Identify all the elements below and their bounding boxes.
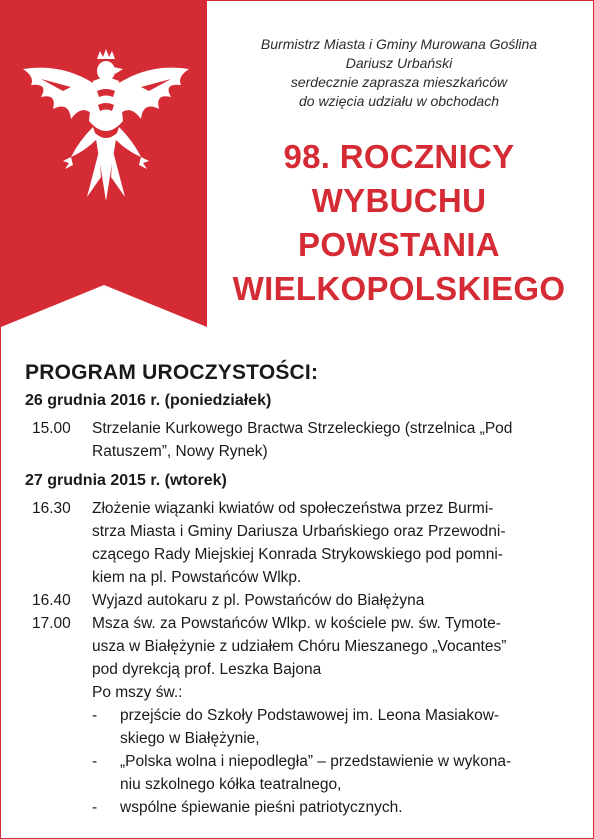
event-line: strza Miasta i Gminy Dariusza Urbańskiego oraz Przewodni- xyxy=(92,523,506,540)
event-description xyxy=(92,589,575,612)
sub-item xyxy=(92,704,575,750)
event-line: usza w Białężynie z udziałem Chóru Mieszanego „Vocantes” xyxy=(92,638,507,655)
sub-item-line: niu szkolnego kółka teatralnego, xyxy=(120,776,342,793)
event-line: Ratuszem”, Nowy Rynek) xyxy=(92,443,268,460)
title-line: POWSTANIA xyxy=(298,226,500,263)
event-line: Wyjazd autokaru z pl. Powstańców do Białężyna xyxy=(92,592,425,609)
program-section xyxy=(25,359,575,819)
day-heading: 27 grudnia 2015 r. (wtorek) xyxy=(25,472,227,489)
event-title xyxy=(219,135,579,311)
sub-item xyxy=(92,796,575,819)
dash-bullet: - xyxy=(92,753,98,770)
event-time: 15.00 xyxy=(32,420,71,437)
event-description xyxy=(92,497,575,589)
event-item xyxy=(25,612,575,819)
event-list xyxy=(25,417,575,463)
dash-bullet: - xyxy=(92,707,98,724)
dash-bullet: - xyxy=(92,799,98,816)
event-list xyxy=(25,497,575,819)
header xyxy=(219,35,579,311)
red-banner xyxy=(1,1,207,331)
invite-line: do wzięcia udziału w obchodach xyxy=(298,93,499,109)
event-time: 16.30 xyxy=(32,500,71,517)
sub-item-line: wspólne śpiewanie pieśni patriotycznych. xyxy=(120,799,403,816)
title-line: 98. ROCZNICY xyxy=(283,138,515,175)
after-mass-label: Po mszy św.: xyxy=(92,684,183,701)
event-description xyxy=(92,612,575,819)
sub-item xyxy=(92,750,575,796)
event-line: kiem na pl. Powstańców Wlkp. xyxy=(92,569,302,586)
invite-line: serdecznie zaprasza mieszkańców xyxy=(290,74,508,90)
event-line: Strzelanie Kurkowego Bractwa Strzeleckiego (strzelnica „Pod xyxy=(92,420,513,437)
title-line: WYBUCHU xyxy=(311,182,487,219)
banner-shape xyxy=(1,1,207,331)
program-title: PROGRAM UROCZYSTOŚCI: xyxy=(25,361,319,384)
event-time: 16.40 xyxy=(32,592,71,609)
title-line: WIELKOPOLSKIEGO xyxy=(232,270,566,307)
invite-line: Burmistrz Miasta i Gminy Murowana Goślina xyxy=(260,36,538,52)
event-line: czącego Rady Miejskiej Konrada Strykowskiego pod pomni- xyxy=(92,546,503,563)
sub-item-line: przejście do Szkoły Podstawowej im. Leona Masiakow- xyxy=(120,707,500,724)
event-line: Msza św. za Powstańców Wlkp. w kościele pw. św. Tymote- xyxy=(92,615,501,632)
sub-item-line: skiego w Białężynie, xyxy=(120,730,260,747)
event-line: Złożenie wiązanki kwiatów od społeczeństwa przez Burmi- xyxy=(92,500,494,517)
event-line: pod dyrekcją prof. Leszka Bajona xyxy=(92,661,322,678)
event-item xyxy=(25,497,575,589)
sub-item-line: „Polska wolna i niepodległa” – przedstawienie w wykona- xyxy=(120,753,512,770)
invitation-text xyxy=(219,35,579,111)
event-time: 17.00 xyxy=(32,615,71,632)
sub-item-text xyxy=(120,704,499,750)
day-heading: 26 grudnia 2016 r. (poniedziałek) xyxy=(25,392,272,409)
sub-item-text xyxy=(120,796,403,819)
event-item xyxy=(25,589,575,612)
event-item xyxy=(25,417,575,463)
sub-item-text xyxy=(120,750,511,796)
invite-line: Dariusz Urbański xyxy=(345,55,453,71)
event-description xyxy=(92,417,575,463)
